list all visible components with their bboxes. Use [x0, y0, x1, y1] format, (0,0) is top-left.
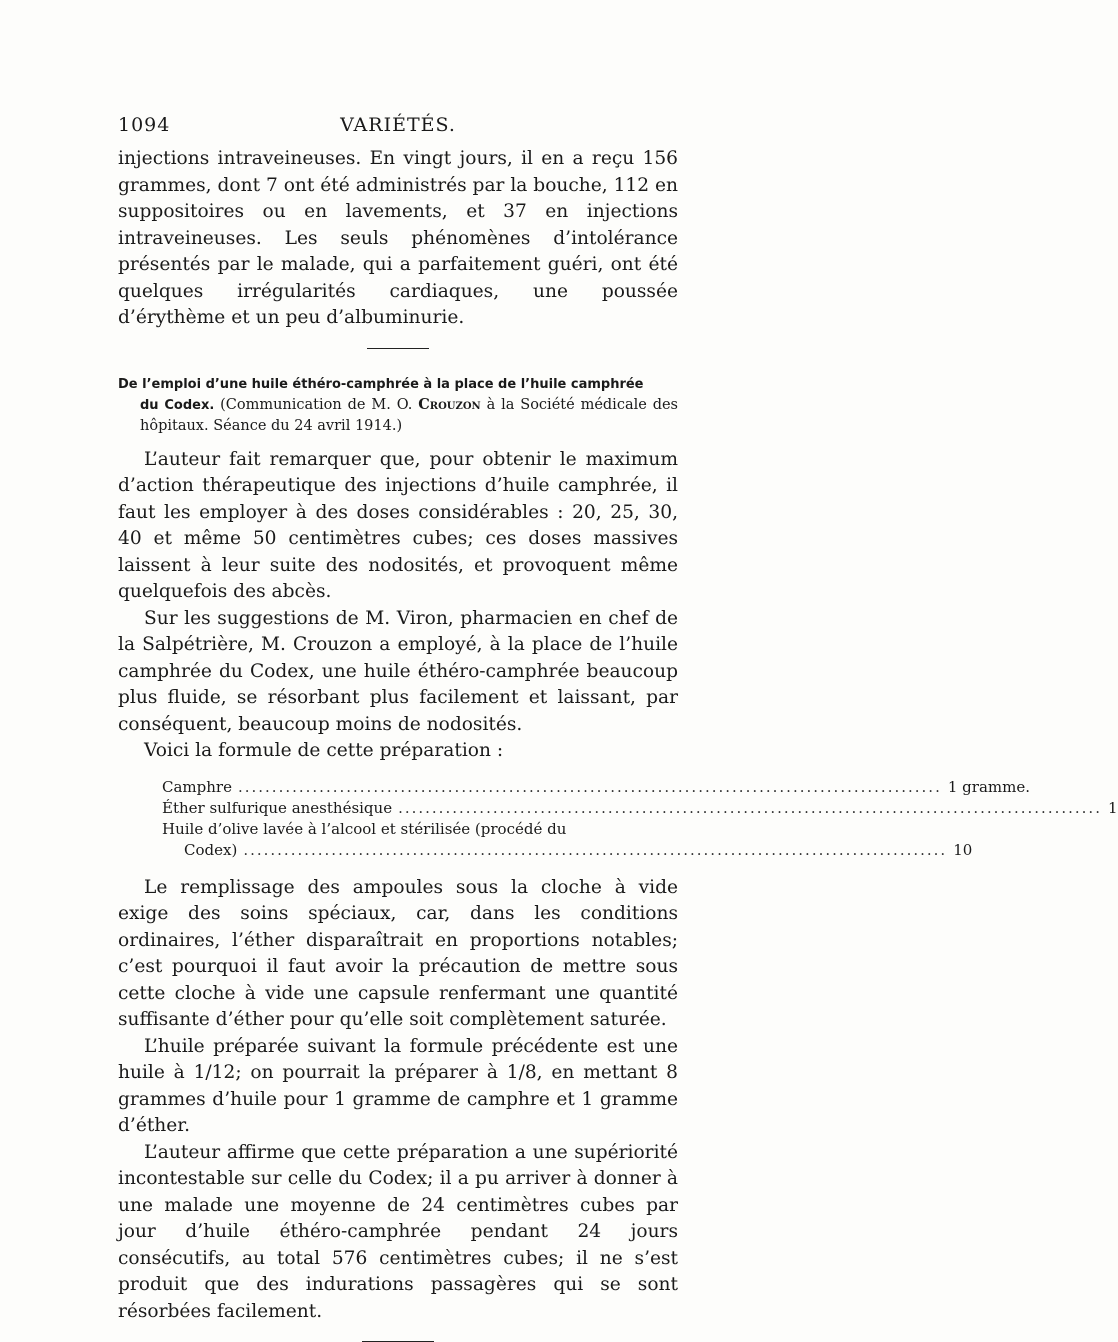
body-paragraph-1: L’auteur fait remarquer que, pour obtenir le maximum d’action thérapeutique des injections d’huile camphrée, il faut les employer à des doses considérables : 20, 25, 30, 40 et même 50 centimètres cubes; ces doses massives laissent à leur suite des nodosités, et provoquent même quelquefois des abcès.: [118, 448, 678, 602]
page-number: 1094: [118, 114, 171, 136]
formula-item-label: Éther sulfurique anesthésique: [162, 798, 393, 817]
formula-row: [162, 840, 973, 861]
formula-item-quantity: 10: [953, 840, 973, 859]
formula-list: [162, 777, 1118, 861]
article-title-line2: du Codex.: [140, 397, 215, 413]
article-title-line1: De l’emploi d’une huile éthéro-camphrée à la place de l’huile camphrée: [118, 376, 644, 392]
article-source-note: (Communication de M. O. Crouzon à la Société médicale des hôpitaux. Séance du 24 avril 1914.): [140, 395, 678, 434]
formula-row: [162, 819, 662, 840]
intro-paragraph: injections intraveineuses. En vingt jours, il en a reçu 156 grammes, dont 7 ont été administrés par la bouche, 112 en suppositoires ou en lavements, et 37 en injections intraveineuses. Les seuls phénomènes d’intolérance présentés par le malade, qui a parfaitement guéri, ont été quelques irrégularités cardiaques, une poussée d’érythème et un peu d’albuminurie.: [118, 148, 678, 328]
page-content: [118, 110, 1118, 1342]
formula-item-quantity: 1: [1107, 798, 1118, 817]
formula-item-label-continued: Codex): [184, 840, 238, 859]
dot-leader: ........................................................................................................: [237, 777, 942, 796]
section-divider: [367, 348, 429, 349]
body-paragraph-5: L’huile préparée suivant la formule précédente est une huile à 1/12; on pourrait la préparer à 1/8, en mettant 8 grammes d’huile pour 1 gramme de camphre et 1 gramme d’éther.: [118, 1035, 678, 1136]
formula-row: [162, 798, 1118, 819]
dot-leader: ........................................................................................................: [398, 798, 1102, 817]
running-title: VARIÉTÉS.: [340, 114, 456, 136]
formula-row: [162, 777, 1030, 798]
formula-item-label: Camphre: [162, 777, 232, 796]
dot-leader: ........................................................................................................: [243, 840, 948, 859]
body-paragraph-2: Sur les suggestions de M. Viron, pharmacien en chef de la Salpétrière, M. Crouzon a employé, à la place de l’huile camphrée du Codex, une huile éthéro-camphrée beaucoup plus fluide, se résorbant plus facilement et laissant, par conséquent, beaucoup moins de nodosités.: [118, 607, 678, 735]
article-heading: [118, 375, 678, 437]
formula-item-label: Huile d’olive lavée à l’alcool et stérilisée (procédé du: [162, 819, 567, 838]
body-paragraph-3: Voici la formule de cette préparation :: [144, 740, 504, 761]
running-header: [118, 110, 678, 146]
body-paragraph-6: L’auteur affirme que cette préparation a une supériorité incontestable sur celle du Codex; il a pu arriver à donner à une malade une moyenne de 24 centimètres cubes par jour d’huile éthéro-camphrée pendant 24 jours consécutifs, au total 576 centimètres cubes; il ne s’est produit que des indurations passagères qui se sont résorbées facilement.: [118, 1141, 678, 1322]
formula-item-quantity: 1 gramme.: [947, 777, 1030, 796]
body-paragraph-4: Le remplissage des ampoules sous la cloche à vide exige des soins spéciaux, car, dans les conditions ordinaires, l’éther disparaîtrait en proportions notables; c’est pourquoi il faut avoir la précaution de mettre sous cette cloche à vide une capsule renfermant une quantité suffisante d’éther pour qu’elle soit complètement saturée.: [118, 876, 678, 1030]
author-name: Crouzon: [418, 395, 481, 413]
article-title-continuation: [118, 395, 678, 437]
